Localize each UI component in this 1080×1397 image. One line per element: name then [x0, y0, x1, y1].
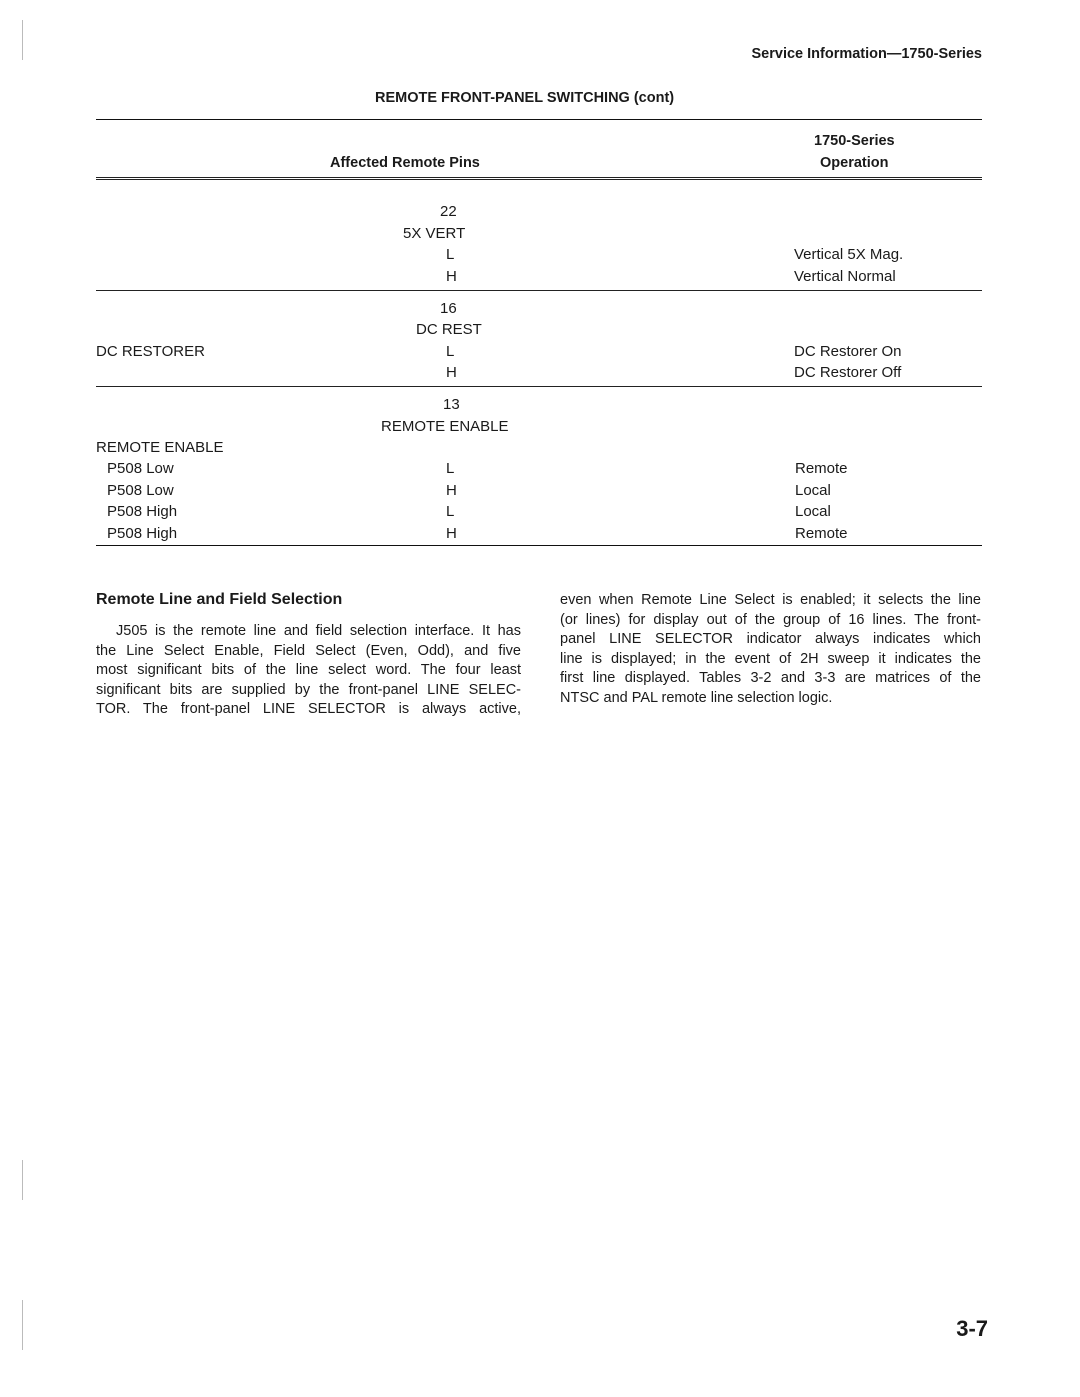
column-header-operation-line2: Operation — [820, 155, 889, 171]
page-number: 3-7 — [956, 1316, 988, 1341]
column-header-pins: Affected Remote Pins — [330, 155, 480, 171]
pin-number: 22 — [440, 203, 457, 220]
pin-level: H — [446, 364, 457, 381]
table-bottom-rule — [96, 545, 982, 546]
scan-margin-mark — [22, 20, 23, 60]
operation-value: DC Restorer Off — [794, 364, 902, 381]
paragraph-line: line is displayed; in the event of 2H sweep it indicates the — [560, 650, 981, 667]
paragraph-line: the Line Select Enable, Field Select (Even, Odd), and five — [96, 642, 521, 659]
paragraph-line: panel LINE SELECTOR indicator always indicates which — [560, 631, 981, 647]
pin-level: L — [446, 246, 455, 263]
header-separator-rule — [96, 177, 982, 180]
pin-level: L — [446, 460, 455, 477]
operation-value: Remote — [795, 460, 848, 477]
paragraph-line: TOR. The front-panel LINE SELECTOR is always active, — [96, 701, 521, 717]
pin-number: 13 — [443, 396, 460, 413]
body-paragraph-left — [96, 622, 521, 720]
table-top-rule — [96, 119, 982, 120]
pin-level: L — [446, 503, 455, 520]
pin-level: H — [446, 525, 457, 542]
operation-value: Vertical Normal — [794, 268, 896, 285]
scan-margin-mark — [22, 1160, 23, 1200]
paragraph-line: significant bits are supplied by the front-panel LINE SELEC- — [96, 681, 521, 698]
function-label: REMOTE ENABLE — [96, 439, 224, 456]
group-separator-rule — [96, 386, 982, 387]
running-header: Service Information—1750-Series — [751, 46, 982, 62]
scan-margin-mark — [22, 1300, 23, 1350]
paragraph-line: (or lines) for display out of the group of 16 lines. The front- — [560, 611, 981, 628]
group-separator-rule — [96, 290, 982, 291]
condition-label: P508 Low — [107, 460, 174, 477]
pin-level: L — [446, 343, 455, 360]
operation-value: Local — [795, 503, 831, 520]
pin-name: 5X VERT — [403, 225, 466, 242]
paragraph-line: J505 is the remote line and field selection interface. It has — [116, 623, 521, 639]
pin-level: H — [446, 482, 457, 499]
paragraph-line: NTSC and PAL remote line selection logic. — [560, 689, 833, 706]
paragraph-line: most significant bits of the line select word. The four least — [96, 662, 521, 678]
operation-value: DC Restorer On — [794, 343, 902, 360]
paragraph-line: even when Remote Line Select is enabled; it selects the line — [560, 592, 981, 608]
condition-label: P508 High — [107, 503, 178, 520]
body-paragraph-right — [560, 591, 981, 708]
section-heading: Remote Line and Field Selection — [96, 591, 343, 608]
operation-value: Local — [795, 482, 831, 499]
column-header-operation-line1: 1750-Series — [814, 133, 895, 149]
function-label: DC RESTORER — [96, 343, 205, 360]
pin-number: 16 — [440, 300, 457, 317]
condition-label: P508 High — [107, 525, 178, 542]
pin-name: DC REST — [416, 321, 482, 338]
pin-level: H — [446, 268, 457, 285]
table-title: REMOTE FRONT-PANEL SWITCHING (cont) — [375, 90, 675, 106]
operation-value: Vertical 5X Mag. — [794, 246, 904, 263]
paragraph-line: first line displayed. Tables 3-2 and 3-3 are matrices of the — [560, 670, 981, 686]
condition-label: P508 Low — [107, 482, 174, 499]
pin-name: REMOTE ENABLE — [381, 418, 509, 435]
operation-value: Remote — [795, 525, 848, 542]
